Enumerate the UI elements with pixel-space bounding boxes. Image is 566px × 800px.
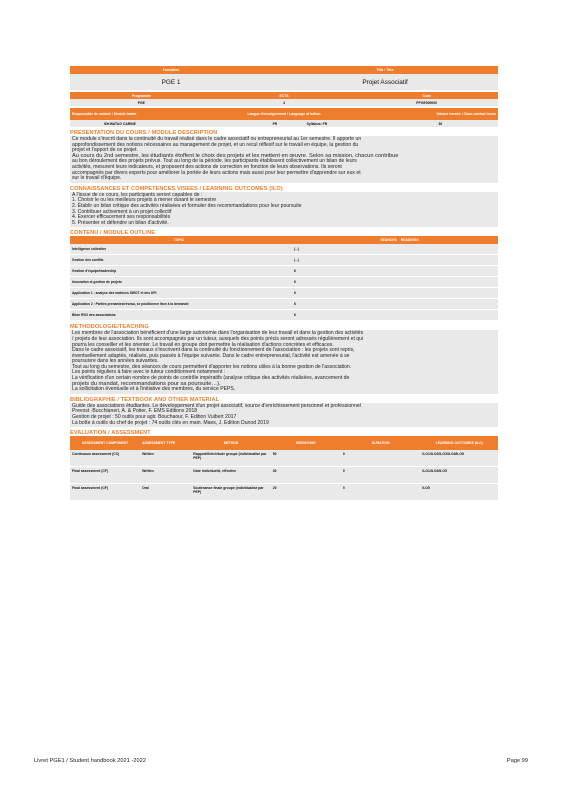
- ilo-heading: CONNAISSANCES ET COMPETENCES VISEES / LEARNING OUTCOMES (ILO): [70, 185, 283, 192]
- biblio-line: La boîte à outils du chef de projet : 74 outils clés en main. Maes, J. Edition Dunod 2019: [72, 419, 269, 426]
- programme-label-row: [70, 92, 498, 99]
- eval-ilo: ILO5: [422, 486, 430, 491]
- biblio-line: Prevost -Bucchianeri, A. & Potier, F. EMS Editions 2018: [72, 408, 198, 415]
- method-line: Dans le cadre associatif, les travaux s'inscrivent dans la continuité du fonctionnement de l'association : les projets sont repris,: [72, 347, 355, 354]
- method-line: éventuellement adaptés, réalisés, puis passés à l'équipe suivante. Dans le cadre entrepreneurial, l'activité est amenée à se: [72, 352, 350, 359]
- responsable-label: Responsable de module / Module leader: [72, 112, 137, 116]
- presentation-body: [70, 136, 498, 183]
- eval-row: [70, 467, 498, 484]
- eval-type: Oral: [142, 486, 149, 491]
- syllabus-value: Syllabus: FR: [306, 121, 328, 126]
- presentation-line: Ce module s'inscrit dans la continuité du travail réalisé dans le cadre associatif ou entrepreneurial au 1er semestre. Il apporte un: [72, 136, 362, 142]
- topic-cell: Bilan RSO des associations: [72, 313, 116, 318]
- topic-cell: Intelligence collective: [72, 247, 107, 252]
- biblio-heading: BIBLIOGRAPHIE / TEXTBOOK AND OTHER MATERIAL: [70, 396, 220, 403]
- eval-component: Final assessment (CF): [72, 469, 108, 474]
- contenu-heading: CONTENU / MODULE OUTLINE: [70, 230, 156, 237]
- readings-header: READINGS: [400, 238, 419, 243]
- header-label-row: [70, 66, 498, 74]
- presentation-heading: PRESENTATION DU COURS / MODULE DESCRIPTION: [70, 130, 218, 136]
- programme-value: PGE: [137, 100, 145, 105]
- footer-page-number: Page 99: [506, 758, 528, 764]
- formation-label: Formation: [162, 68, 180, 72]
- volume-value: 30: [438, 121, 443, 126]
- method-line: pourra les conseiller et les orienter. Le travail en groupe doit permettre la réalisation d'actions concrètes et efficaces.: [72, 341, 334, 348]
- method-body: [70, 330, 498, 394]
- eval-weight: 30: [272, 469, 277, 474]
- eval-header-weight: WEIGHTING: [296, 441, 316, 446]
- presentation-line-emphasis: Au cours du 2nd semestre, les étudiants étoffent le choix des projets et les mettent en œuvre. Selon sa mission, chacun contribue: [72, 152, 399, 159]
- seances-header: SEANCES: [380, 238, 397, 243]
- footer-left: Livret PGE1 / Student handbook 2021 -2022: [34, 758, 146, 764]
- eval-heading: EVALUATION / ASSESSMENT: [70, 430, 151, 437]
- header-value-row: [70, 74, 498, 90]
- topic-row: [70, 266, 498, 277]
- eval-row: [70, 484, 498, 501]
- topic-row: [70, 288, 498, 299]
- presentation-line: activités, mesurent leurs indicateurs, et proposent des actions de correction en fonction de leurs observations. Ils seront: [72, 163, 342, 170]
- seances-cell: 6: [294, 291, 296, 296]
- eval-method: Soutenance finale groupe (individualisé par PEP): [193, 486, 264, 495]
- seances-cell: 6: [294, 313, 296, 318]
- method-line: La sollicitation éventuelle et à l'initiative des membres, du service PEPS.: [72, 386, 236, 393]
- programme-value-row: [70, 99, 498, 106]
- presentation-line: sur le travail d'équipe.: [72, 175, 122, 182]
- eval-type: Written: [142, 452, 154, 457]
- topics-header-row: [70, 236, 498, 244]
- method-line: / projets de leur association. Ils sont accompagnés par un tuteur, auxquels des points précis seront adressés régulièrement et qui: [72, 335, 364, 342]
- ilo-line: 1. Choisir le ou les meilleurs projets à mener durant le semestre: [72, 197, 217, 204]
- ilo-line: 4. Exercer efficacement ses responsabilités: [72, 214, 171, 221]
- eval-header-duration: DURATION: [371, 441, 390, 446]
- langue-value: FR: [272, 121, 278, 126]
- seances-cell: 6: [294, 269, 296, 274]
- code-value: PPGE000000: [416, 100, 438, 105]
- topic-header: TOPIC: [173, 238, 185, 243]
- eval-component: Continuous assessment (CC): [72, 452, 120, 457]
- syllabus-page: [70, 66, 498, 501]
- eval-weight: 50: [272, 452, 277, 457]
- topic-cell: Gestion d'équipe/leadership: [72, 269, 117, 274]
- topic-cell: Innovation et gestion de projets: [72, 280, 122, 285]
- eval-component: Final assessment (CF): [72, 486, 108, 491]
- topic-row: [70, 310, 498, 321]
- volume-label: Volume horaire / Class contact hours: [436, 112, 497, 116]
- eval-table: [70, 450, 498, 501]
- eval-method: Rapport/fiche/étude groupe (individualisé par PEP): [193, 452, 267, 461]
- topic-cell: Gestion des conflits: [72, 258, 104, 263]
- method-heading: METHODOLOGIE/TEACHING: [70, 324, 149, 331]
- ilo-line: 3. Contribuer activement à un projet collectif: [72, 208, 172, 215]
- ects-label: ECTS: [279, 93, 289, 98]
- eval-weight: 20: [272, 486, 277, 491]
- eval-header-type: ASSESSMENT TYPE: [142, 441, 176, 446]
- method-line: poursuivre dans les années suivantes.: [72, 358, 159, 365]
- ilo-line: 2. Établir un bilan critique des activités réalisées et formuler des recommandations pour leur poursuite: [72, 202, 302, 209]
- method-line: Tout au long du semestre, des séances de cours permettent d'apporter les notions utiles à la bonne gestion de l'association.: [72, 363, 352, 370]
- eval-duration: 0: [342, 452, 345, 457]
- eval-header-ilo: LEARNING OUTCOMES (ILO): [435, 441, 483, 446]
- eval-row: [70, 450, 498, 467]
- topics-table: [70, 244, 498, 321]
- title-value: Projet Associatif: [362, 78, 408, 86]
- ects-value: 4: [283, 100, 285, 105]
- eval-ilo: ILO1/ILO2/ILO3/ILO4/ILO5: [422, 452, 464, 457]
- ilo-line: 5. Présenter et défendre un bilan d'activité.: [72, 219, 169, 226]
- topic-row: [70, 277, 498, 288]
- eval-header-row: [70, 436, 498, 450]
- method-line-emphasis: projets du mandat, recommandations pour sa poursuite…).: [72, 380, 221, 387]
- eval-method: Note individuelle, effective: [193, 469, 237, 474]
- langue-label: Langue d'enseignement / Language of tuition: [247, 112, 321, 116]
- eval-duration: 0: [342, 486, 345, 491]
- code-label: Code: [422, 93, 431, 98]
- method-line: Les points réguliers à faire avec le tuteur conditionnent notamment :: [72, 369, 226, 376]
- seances-cell: 6: [294, 280, 296, 285]
- eval-duration: 0: [342, 469, 345, 474]
- programme-label: Programme: [131, 93, 151, 98]
- eval-header-method: METHOD: [223, 441, 239, 446]
- eval-type: Written: [142, 469, 154, 474]
- topic-cell: Application 1 : analyse des matrices SWOT et des KPI: [72, 291, 157, 296]
- presentation-line: projet et l'apport de ce projet.: [72, 147, 138, 154]
- method-line: Les membres de l'association bénéficient d'une large autonomie dans l'organisation de leur travail et dans la gestion des activités: [72, 330, 364, 337]
- biblio-line: Gestion de projet : 50 outils pour agir. Bouchaour, F. Edition Vuibert 2017: [72, 414, 237, 421]
- topic-cell: Application 2 : Parties prenantes/réseau, se positionner face à la demande: [72, 302, 189, 307]
- method-line: La vérification d'un certain nombre de points de contrôle impératifs (analyse critique des activités réalisées, avancement de: [72, 375, 350, 382]
- seances-cell: (...): [294, 258, 299, 263]
- responsable-value-row: [70, 120, 498, 127]
- eval-ilo: ILO1/ILO3/ILO5: [422, 469, 447, 474]
- formation-value: PGE 1: [161, 78, 181, 86]
- presentation-line: au bon déroulement des projets prévus. Tout au long de la période, les participants établissent collectivement un bilan de leurs: [72, 158, 357, 165]
- title-label: Title / Titre: [376, 68, 394, 72]
- eval-header-component: ASSESSMENT COMPONENT: [81, 441, 129, 446]
- biblio-line: Guide des associations étudiantes. Le développement d'un projet associatif, source d'enrichissement personnel et professionnel: [72, 402, 361, 409]
- ilo-body: [70, 192, 498, 228]
- ilo-line: A l'issue de ce cours, les participants seront capables de :: [72, 191, 203, 198]
- responsable-label-row: [70, 108, 498, 120]
- seances-cell: 6: [294, 302, 296, 307]
- topic-row: [70, 244, 498, 255]
- presentation-line: approfondissement des notions nécessaires au management de projet, et un recul réflexif sur le travail en équipe, la gestion du: [72, 141, 359, 148]
- presentation-line: accompagnés par divers experts pour améliorer la portée de leurs actions mais aussi pour leur permettre d'apprendre sur eux et: [72, 169, 361, 176]
- biblio-body: [70, 403, 498, 427]
- seances-cell: (...): [294, 247, 299, 252]
- topic-row: [70, 299, 498, 310]
- topic-row: [70, 255, 498, 266]
- page-footer: [34, 758, 528, 764]
- responsable-value: IDKWATAG CARINE: [104, 121, 136, 126]
